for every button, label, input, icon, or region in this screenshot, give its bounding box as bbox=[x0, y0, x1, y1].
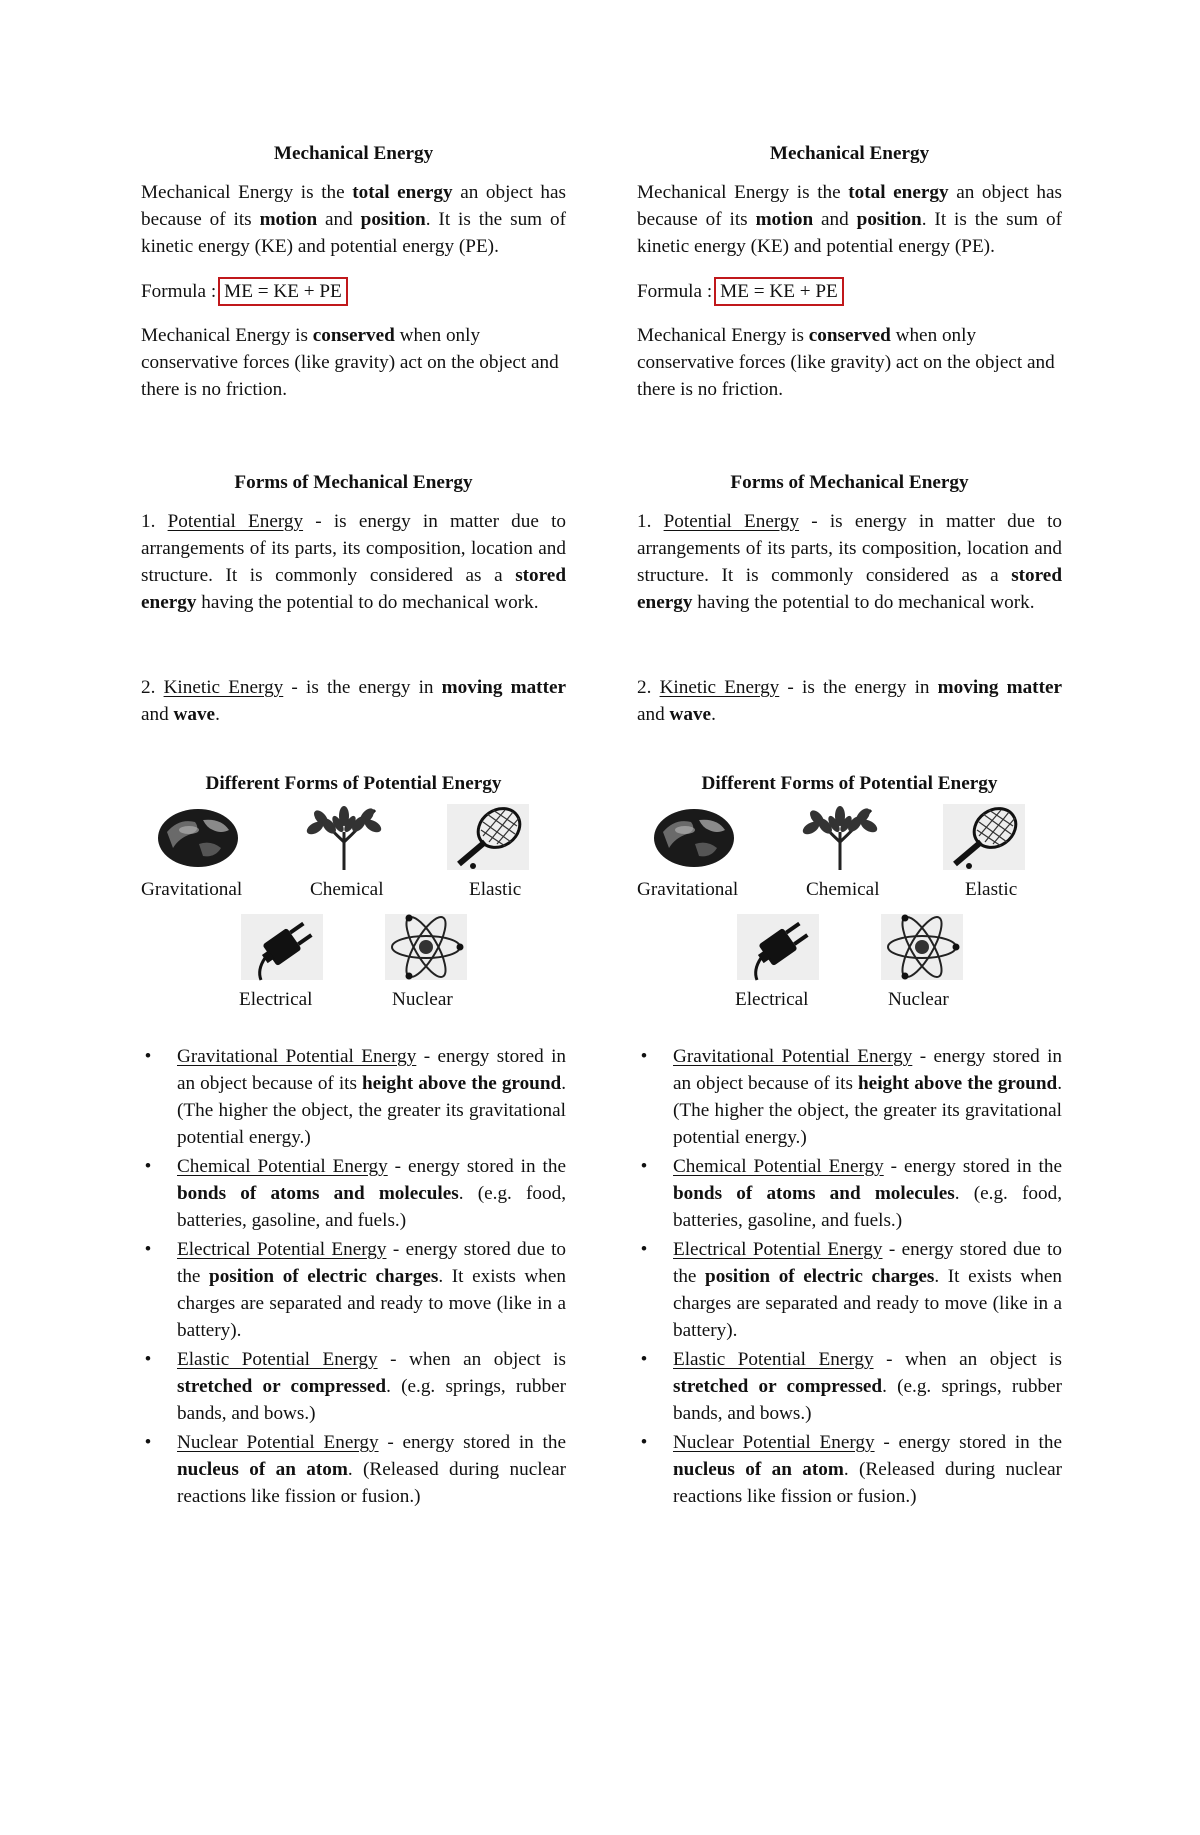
chemical-label: Chemical bbox=[806, 879, 880, 900]
bullet-icon: • bbox=[144, 1349, 152, 1370]
bullet-icon: • bbox=[640, 1046, 648, 1067]
icon-row-2 bbox=[141, 911, 566, 986]
nuclear-label: Nuclear bbox=[392, 989, 453, 1010]
kinetic-energy-item: 2. Kinetic Energy - is the energy in moving matter and wave. bbox=[637, 677, 1062, 725]
definition-paragraph: Mechanical Energy is the total energy an object has because of its motion and position. It is the sum of kinetic energy (KE) and potential energy (PE). bbox=[141, 182, 566, 257]
section-heading: Forms of Mechanical Energy bbox=[730, 472, 969, 493]
section-heading: Different Forms of Potential Energy bbox=[701, 773, 998, 794]
chemical-label: Chemical bbox=[310, 879, 384, 900]
nuclear-label: Nuclear bbox=[888, 989, 949, 1010]
electrical-plug-icon bbox=[237, 911, 327, 983]
potential-energy-list bbox=[141, 1043, 566, 1510]
bullet-icon: • bbox=[640, 1349, 648, 1370]
bullet-icon: • bbox=[144, 1156, 152, 1177]
elastic-label: Elastic bbox=[965, 879, 1018, 900]
list-item: • Gravitational Potential Energy - energy stored in an object because of its height above the ground. (The higher the object, the greater its gravitational potential energy.) bbox=[141, 1043, 566, 1151]
list-item: • Electrical Potential Energy - energy stored due to the position of electric charges. It exists when charges are separated and ready to move (like in a battery). bbox=[637, 1236, 1062, 1344]
conservation-paragraph: Mechanical Energy is conserved when only conservative forces (like gravity) act on the object and there is no friction. bbox=[637, 325, 1055, 400]
definition-paragraph: Mechanical Energy is the total energy an object has because of its motion and position. It is the sum of kinetic energy (KE) and potential energy (PE). bbox=[637, 182, 1062, 257]
potential-energy-item: 1. Potential Energy - is energy in matter due to arrangements of its parts, its composition, location and structure. It is commonly considered as a stored energy having the potential to do mechanical work. bbox=[141, 511, 567, 613]
gravitational-label: Gravitational bbox=[141, 879, 243, 900]
bullet-icon: • bbox=[640, 1239, 648, 1260]
electrical-plug-icon bbox=[733, 911, 823, 983]
icon-labels-row-2 bbox=[141, 986, 566, 1013]
icon-labels-row-1 bbox=[141, 876, 566, 903]
gravitational-label: Gravitational bbox=[637, 879, 739, 900]
electrical-label: Electrical bbox=[735, 989, 809, 1010]
handout-left-column bbox=[141, 140, 566, 1512]
icon-row-1 bbox=[141, 801, 566, 876]
icon-labels-row-2 bbox=[637, 986, 1062, 1013]
list-item: • Elastic Potential Energy - when an object is stretched or compressed. (e.g. springs, rubber bands, and bows.) bbox=[141, 1346, 566, 1427]
formula-label: Formula : bbox=[637, 280, 713, 302]
formula-line bbox=[141, 276, 566, 306]
earth-icon bbox=[153, 801, 243, 873]
electrical-label: Electrical bbox=[239, 989, 313, 1010]
list-item: • Chemical Potential Energy - energy stored in the bonds of atoms and molecules. (e.g. food, batteries, gasoline, and fuels.) bbox=[637, 1153, 1062, 1234]
wheat-icon bbox=[299, 801, 389, 873]
list-item: • Chemical Potential Energy - energy stored in the bonds of atoms and molecules. (e.g. food, batteries, gasoline, and fuels.) bbox=[141, 1153, 566, 1234]
formula-line bbox=[637, 276, 1062, 306]
list-item: • Nuclear Potential Energy - energy stored in the nucleus of an atom. (Released during nuclear reactions like fission or fusion.) bbox=[637, 1429, 1062, 1510]
potential-energy-item: 1. Potential Energy - is energy in matter due to arrangements of its parts, its composition, location and structure. It is commonly considered as a stored energy having the potential to do mechanical work. bbox=[637, 511, 1063, 613]
section-heading: Forms of Mechanical Energy bbox=[234, 472, 473, 493]
list-item: • Gravitational Potential Energy - energy stored in an object because of its height above the ground. (The higher the object, the greater its gravitational potential energy.) bbox=[637, 1043, 1062, 1151]
atom-icon bbox=[381, 911, 471, 983]
earth-icon bbox=[649, 801, 739, 873]
conservation-paragraph: Mechanical Energy is conserved when only conservative forces (like gravity) act on the object and there is no friction. bbox=[141, 325, 559, 400]
bullet-icon: • bbox=[640, 1156, 648, 1177]
icon-labels-row-1 bbox=[637, 876, 1062, 903]
bullet-icon: • bbox=[144, 1432, 152, 1453]
formula-box: ME = KE + PE bbox=[714, 277, 844, 306]
section-heading: Mechanical Energy bbox=[273, 143, 434, 164]
list-item: • Elastic Potential Energy - when an object is stretched or compressed. (e.g. springs, rubber bands, and bows.) bbox=[637, 1346, 1062, 1427]
handout-right-column bbox=[637, 140, 1062, 1512]
icon-row-2 bbox=[637, 911, 1062, 986]
formula-box: ME = KE + PE bbox=[218, 277, 348, 306]
icon-row-1 bbox=[637, 801, 1062, 876]
formula-label: Formula : bbox=[141, 280, 217, 302]
tennis-racket-icon bbox=[443, 801, 533, 873]
wheat-icon bbox=[795, 801, 885, 873]
list-item: • Electrical Potential Energy - energy stored due to the position of electric charges. It exists when charges are separated and ready to move (like in a battery). bbox=[141, 1236, 566, 1344]
section-heading: Mechanical Energy bbox=[769, 143, 930, 164]
bullet-icon: • bbox=[640, 1432, 648, 1453]
elastic-label: Elastic bbox=[469, 879, 522, 900]
tennis-racket-icon bbox=[939, 801, 1029, 873]
section-heading: Different Forms of Potential Energy bbox=[205, 773, 502, 794]
atom-icon bbox=[877, 911, 967, 983]
potential-energy-list bbox=[637, 1043, 1062, 1510]
bullet-icon: • bbox=[144, 1239, 152, 1260]
bullet-icon: • bbox=[144, 1046, 152, 1067]
list-item: • Nuclear Potential Energy - energy stored in the nucleus of an atom. (Released during nuclear reactions like fission or fusion.) bbox=[141, 1429, 566, 1510]
kinetic-energy-item: 2. Kinetic Energy - is the energy in moving matter and wave. bbox=[141, 677, 566, 725]
